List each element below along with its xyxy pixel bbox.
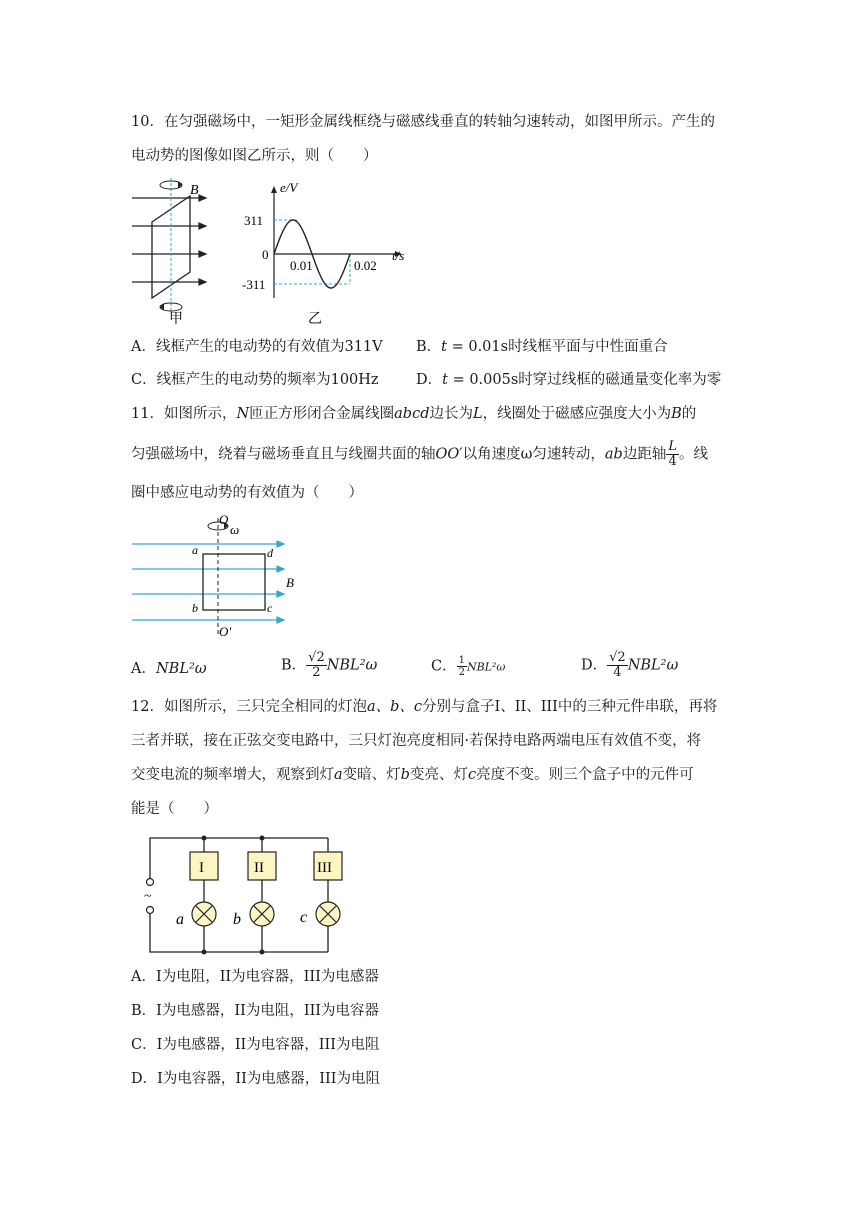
q12-stem-line-2: 三者并联，接在正弦交变电路中，三只灯泡亮度相同·若保持电路两端电压有效值不变，将 xyxy=(131,733,702,749)
q12-stem-line-4: 能是（ ） xyxy=(131,801,218,817)
q10-option-b-prefix: B． xyxy=(416,339,442,355)
q11-fraction-l-over-4: $\frac{L}{4}$ xyxy=(668,439,677,469)
q12-fig-box-3-label: III xyxy=(317,860,332,876)
q10-chart-y-zero: 0 xyxy=(262,247,269,262)
q11-fig-label-a: a xyxy=(192,543,198,557)
q10-option-d-prefix: D． xyxy=(416,372,443,388)
q11-fig-label-b: b xyxy=(192,601,198,615)
q12-fig-lamp-b: b xyxy=(233,911,241,928)
q11-option-b[interactable] xyxy=(281,651,377,680)
q12-fig-box-1-label: I xyxy=(199,860,204,876)
q11-fig-label-d: d xyxy=(267,546,273,560)
q11-option-c-prefix: C． xyxy=(431,658,457,675)
q10-option-b-text: = 0.01s时线框平面与中性面重合 xyxy=(446,339,668,355)
q11-stem-line-2: 匀强磁场中，绕着与磁场垂直且与线圈共面的轴OO′以角速度ω匀速转动，ab边距轴 $\frac{L}{4}$ 。线 xyxy=(131,439,708,469)
q11-stem-line-1: 11．如图所示，N匝正方形闭合金属线圈abcd边长为L，线圈处于磁感应强度大小为B的 xyxy=(131,406,697,422)
q11-option-d-fraction: $\frac{√2}{4}$ xyxy=(609,650,626,680)
q10-stem-line-1: 10．在匀强磁场中，一矩形金属线框绕与磁感线垂直的转轴匀速转动，如图甲所示。产生的 xyxy=(131,114,715,130)
q10-chart-ylabel: e/V xyxy=(280,180,298,195)
q10-fig-label-b: B xyxy=(190,183,199,198)
q10-option-d-text: = 0.005s时穿过线框的磁通量变化率为零 xyxy=(447,372,722,388)
q11-option-d-expr: NBL²ω xyxy=(627,657,679,674)
q10-option-d[interactable] xyxy=(416,370,721,390)
q11-fig-label-c: c xyxy=(267,601,273,615)
q12-option-a[interactable]: A．I为电阻，II为电容器，III为电感器 xyxy=(131,969,379,985)
q12-fig-ac-symbol: ~ xyxy=(144,889,152,904)
q11-option-a-expr: NBL²ω xyxy=(155,661,207,677)
q11-fig-label-b-field: B xyxy=(286,575,294,590)
q10-option-d-var: t xyxy=(442,372,448,388)
q11-option-c-expr: NBL²ω xyxy=(466,660,506,674)
q10-fig-caption-yi: 乙 xyxy=(308,312,322,327)
q12-stem-line-3: 交变电流的频率增大，观察到灯a变暗、灯b变亮、灯c亮度不变。则三个盒子中的元件可 xyxy=(131,767,694,783)
q11-option-b-expr: NBL²ω xyxy=(326,657,378,674)
q12-stem-line-1: 12．如图所示，三只完全相同的灯泡a、b、c分别与盒子I、II、III中的三种元件串联，再将 xyxy=(131,699,718,715)
q11-option-b-prefix: B． xyxy=(281,657,307,674)
q11-option-a-prefix: A． xyxy=(131,661,156,677)
q12-option-d[interactable]: D．I为电容器，II为电感器，III为电阻 xyxy=(131,1071,380,1087)
q11-figure-coil xyxy=(130,514,300,640)
q11-option-c[interactable] xyxy=(431,655,505,678)
q12-fig-box-2-label: II xyxy=(254,860,264,876)
q10-option-b-var: t xyxy=(441,339,447,355)
q12-option-c[interactable]: C．I为电感器，II为电容器，III为电阻 xyxy=(131,1037,380,1053)
q10-option-b[interactable] xyxy=(416,337,668,357)
q12-figure-circuit xyxy=(140,834,360,958)
q10-chart-y-top: 311 xyxy=(244,213,264,228)
q12-option-b[interactable]: B．I为电感器，II为电阻，III为电容器 xyxy=(131,1003,380,1019)
q10-chart-xlabel: t/s xyxy=(392,248,405,263)
q10-chart-y-bottom: -311 xyxy=(242,277,266,292)
q12-fig-lamp-c: c xyxy=(300,909,308,926)
q10-figure-jia xyxy=(128,176,218,326)
q11-stem-line-3: 圈中感应电动势的有效值为（ ） xyxy=(131,485,363,501)
q11-fig-label-o: O xyxy=(219,514,229,527)
q10-chart-x-tick-1: 0.01 xyxy=(290,258,313,273)
q11-fig-label-o-prime: O′ xyxy=(219,624,232,639)
q11-option-d[interactable] xyxy=(581,651,678,680)
q10-stem-line-2: 电动势的图像如图乙所示，则（ ） xyxy=(131,148,378,164)
q11-option-a[interactable] xyxy=(131,659,207,679)
q10-fig-caption-jia: 甲 xyxy=(169,312,183,326)
q10-chart-x-tick-2: 0.02 xyxy=(354,258,377,273)
q10-option-c[interactable]: C．线框产生的电动势的频率为100Hz xyxy=(131,372,379,388)
q11-option-b-fraction: $\frac{√2}{2}$ xyxy=(308,650,325,680)
q11-option-d-prefix: D． xyxy=(581,657,608,674)
q11-option-c-fraction: $\frac{1}{2}$ xyxy=(458,655,465,678)
q11-fig-label-omega: ω xyxy=(230,522,240,537)
q12-fig-lamp-a: a xyxy=(176,911,184,928)
q10-figure-yi-chart xyxy=(236,180,416,328)
q10-option-a[interactable]: A．线框产生的电动势的有效值为311V xyxy=(131,339,383,355)
